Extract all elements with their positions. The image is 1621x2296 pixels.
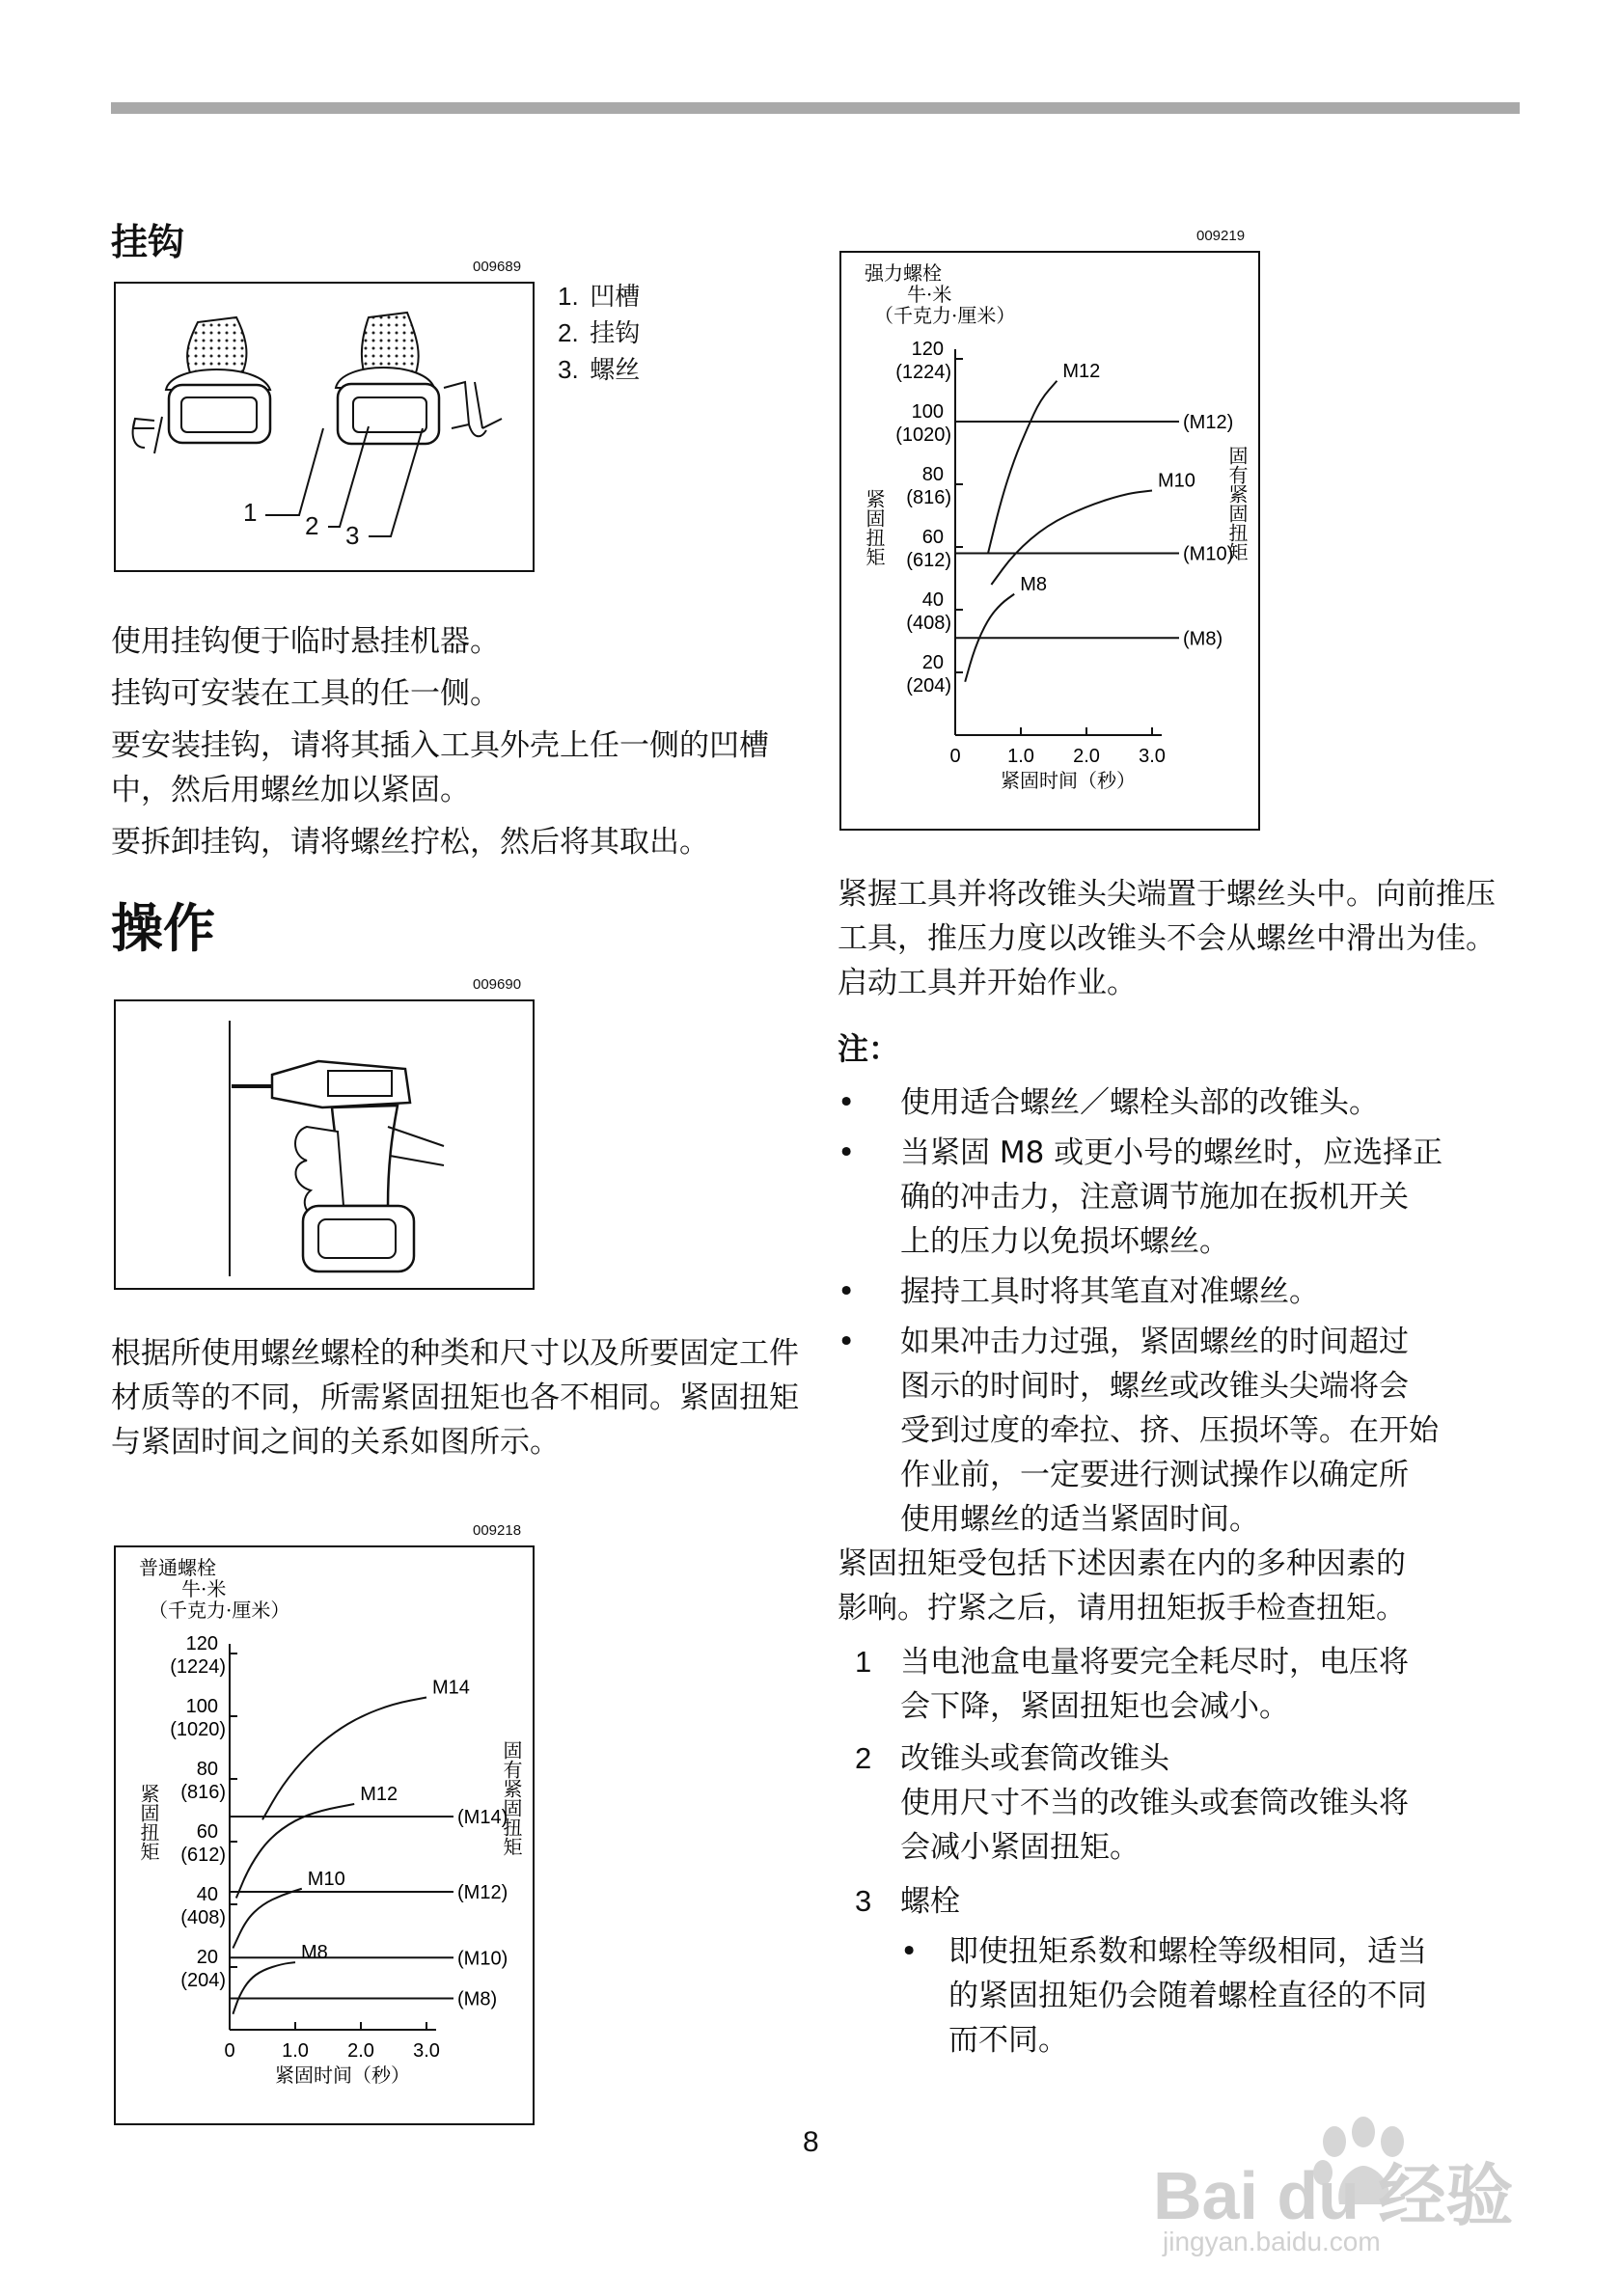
chart-title: 普通螺栓: [139, 1556, 216, 1579]
hook-section-title: 挂钩: [111, 221, 185, 263]
figure-code: 009690: [473, 976, 522, 993]
chart-unit: 牛·米: [181, 1577, 227, 1600]
legend-item: 2. 挂钩: [558, 318, 641, 347]
reference-line-label: (M12): [457, 1882, 508, 1903]
x-tick-label: 3.0: [413, 2040, 440, 2062]
y-tick-label: 20: [196, 1947, 218, 1968]
series-line: [991, 491, 1152, 586]
series-label: M12: [360, 1784, 398, 1805]
series-label: M12: [1062, 360, 1101, 382]
right-axis-label: 固有紧固扭矩: [500, 1740, 523, 1856]
y-tick-label: 40: [921, 589, 944, 611]
series-label: M8: [1020, 573, 1047, 595]
series-line: [233, 1962, 295, 2014]
torque-chart-standard-bolt: [116, 1547, 533, 2123]
operation-section-title: 操作: [111, 898, 215, 959]
y-tick-label: 20: [921, 652, 944, 673]
x-tick-label: 2.0: [1073, 746, 1100, 767]
x-axis-label: 紧固时间（秒）: [275, 2064, 410, 2087]
y-axis-label: 紧固扭矩: [137, 1784, 160, 1861]
y-tick-label: 120: [911, 339, 944, 360]
reference-line-label: (M12): [1183, 412, 1234, 433]
operation-paragraph: 紧握工具并将改锥头尖端置于螺丝头中。向前推压工具，推压力度以改锥头不会从螺丝中滑出为佳。启动工具并开始作业。: [838, 877, 1496, 1000]
paragraph: 要拆卸挂钩，请将螺丝拧松，然后将其取出。: [111, 825, 709, 860]
tool-base-drawing: [116, 284, 533, 570]
y-tick-sublabel: (1020): [895, 424, 951, 446]
hook-instructions: [111, 619, 806, 864]
legend-item: 3. 螺丝: [558, 355, 641, 384]
reference-line-label: (M8): [1183, 628, 1223, 650]
series-label: M8: [301, 1942, 328, 1964]
chart-panel: [114, 1545, 535, 2125]
y-tick-label: 60: [196, 1821, 218, 1843]
y-tick-sublabel: (1020): [170, 1719, 226, 1740]
y-tick-sublabel: (408): [180, 1907, 226, 1928]
legend-item: 1. 凹槽: [558, 282, 641, 311]
series-line: [233, 1889, 301, 1949]
chart-unit: 牛·米: [907, 283, 952, 306]
y-tick-label: 40: [196, 1884, 218, 1905]
y-tick-label: 80: [921, 464, 944, 485]
y-tick-label: 120: [185, 1633, 218, 1654]
y-tick-sublabel: (612): [906, 550, 951, 571]
impact-driver-drawing: [116, 1001, 533, 1288]
figure-code: 009689: [473, 259, 522, 275]
x-tick-label: 0: [949, 746, 961, 767]
y-tick-sublabel: (1224): [895, 362, 951, 383]
notes-list: • 使用适合螺丝／螺栓头部的改锥头。 • 当紧固 M8 或更小号的螺丝时，应选择正 确的冲击力，注意调节施加在扳机开关 上的压力以免损坏螺丝。 • 握持工具时将其笔直对准螺丝。 • 如果冲击力过强，紧固螺丝的时间超过 图示的时间时，螺丝或改锥头尖端将会 受到过度的牵拉、挤、压损坏等。在开始 作业前，一定要进行测试操作以确定所 使用螺丝的适当紧固时间。: [838, 1085, 1443, 1537]
y-tick-sublabel: (204): [180, 1970, 226, 1991]
note-title: 注：: [838, 1030, 900, 1067]
watermark-brand: Bai du 经验: [1153, 2158, 1514, 2233]
reference-line-label: (M14): [457, 1807, 508, 1828]
paragraph: 使用挂钩便于临时悬挂机器。: [111, 624, 500, 659]
factors-intro: 紧固扭矩受包括下述因素在内的多种因素的 影响。拧紧之后，请用扭矩扳手检查扭矩。: [838, 1546, 1406, 1626]
series-label: M10: [307, 1868, 345, 1890]
y-tick-sublabel: (612): [180, 1845, 226, 1866]
series-line: [262, 1698, 426, 1820]
callout-3: 3: [345, 521, 360, 550]
y-tick-sublabel: (816): [906, 487, 951, 508]
y-tick-sublabel: (816): [180, 1782, 226, 1803]
x-tick-label: 3.0: [1139, 746, 1166, 767]
y-tick-label: 80: [196, 1759, 218, 1780]
paragraph: 挂钩可安装在工具的任一侧。: [111, 676, 500, 711]
chart-unit-sub: （千克力·厘米）: [874, 304, 1016, 327]
chart-title: 强力螺栓: [865, 261, 942, 285]
header-rule: [111, 102, 1520, 114]
factors-list: 1 当电池盒电量将要完全耗尽时，电压将 会下降，紧固扭矩也会减小。 2 改锥头或套筒改锥头 使用尺寸不当的改锥头或套筒改锥头将 会减小紧固扭矩。 3 螺栓 • 即使扭矩系数和螺栓等级相同，适当 的紧固扭矩仍会随着螺栓直径的不同 而不同。: [855, 1645, 1427, 2058]
reference-line-label: (M8): [457, 1988, 498, 2010]
reference-line-label: (M10): [457, 1948, 508, 1970]
x-tick-label: 0: [224, 2040, 235, 2062]
hook-illustration: [114, 282, 535, 572]
y-axis-label: 紧固扭矩: [863, 489, 886, 566]
figure-code: 009219: [1196, 228, 1246, 244]
watermark-url: jingyan.baidu.com: [1163, 2227, 1381, 2256]
series-label: M14: [432, 1677, 470, 1699]
reference-line-label: (M10): [1183, 543, 1234, 565]
torque-chart-high-tensile-bolt: [841, 253, 1258, 829]
series-label: M10: [1158, 470, 1195, 492]
y-tick-sublabel: (204): [906, 675, 951, 697]
callout-1: 1: [243, 498, 258, 527]
figure-legend: [558, 278, 640, 388]
y-tick-label: 100: [911, 401, 944, 423]
paragraph: 要安装挂钩，请将其插入工具外壳上任一侧的凹槽中，然后用螺丝加以紧固。: [111, 728, 769, 807]
x-tick-label: 1.0: [1007, 746, 1034, 767]
y-tick-label: 100: [185, 1696, 218, 1717]
baidu-watermark: [1153, 2113, 1558, 2257]
operation-illustration: [114, 999, 535, 1290]
x-tick-label: 1.0: [282, 2040, 309, 2062]
figure-code: 009218: [473, 1522, 522, 1539]
page-number: 8: [803, 2126, 819, 2158]
callout-2: 2: [305, 511, 319, 540]
x-axis-label: 紧固时间（秒）: [1001, 769, 1136, 792]
chart-panel: [839, 251, 1260, 831]
right-axis-label: 固有紧固扭矩: [1225, 446, 1249, 561]
y-tick-label: 60: [921, 527, 944, 548]
chart-unit-sub: （千克力·厘米）: [149, 1599, 290, 1622]
x-tick-label: 2.0: [347, 2040, 374, 2062]
operation-intro: 根据所使用螺丝螺栓的种类和尺寸以及所要固定工件材质等的不同，所需紧固扭矩也各不相同。紧固扭矩与紧固时间之间的关系如图所示。: [111, 1336, 799, 1460]
y-tick-sublabel: (1224): [170, 1656, 226, 1678]
y-tick-sublabel: (408): [906, 613, 951, 634]
